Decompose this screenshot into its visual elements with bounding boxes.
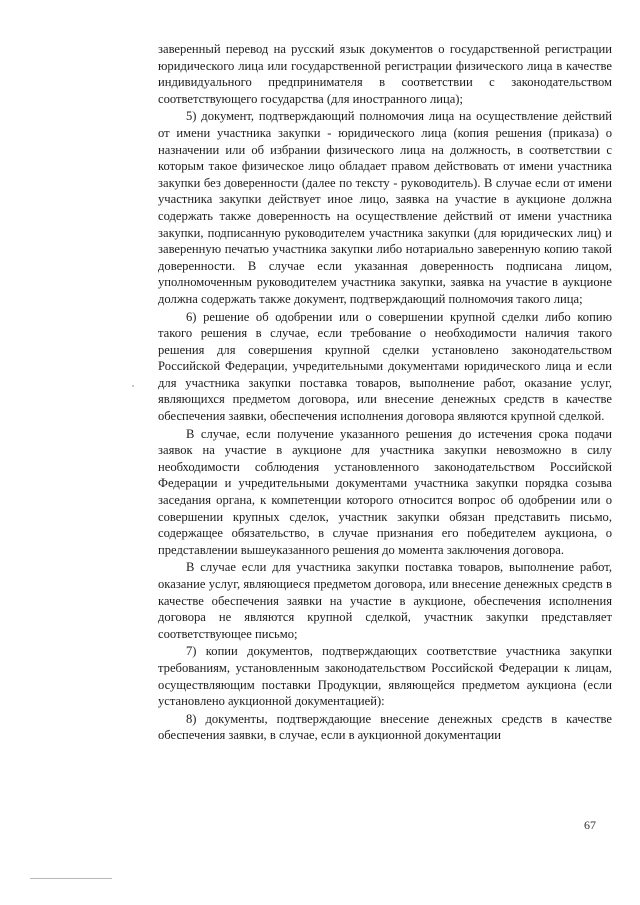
scan-speck	[132, 385, 134, 387]
paragraph-item-5: 5) документ, подтверждающий полномочия лица на осуществление действий от имени участника закупки - юридического лица (копия решения (приказа) о назначении или об избрании физического лица на должность, в соответствии с которым такое физическое лицо обладает правом действовать от имени участника закупки без доверенности (далее по тексту - руководитель). В случае если от имени участника закупки действует иное лицо, заявка на участие в аукционе должна содержать также доверенность на осуществление действий от имени участника закупки, подписанную руководителем участника закупки (для юридических лиц) и заверенную печатью участника закупки либо нотариально заверенную копию такой доверенности. В случае если указанная доверенность подписана лицом, уполномоченным руководителем участника закупки, заявка на участие в аукционе должна содержать также документ, подтверждающий полномочия такого лица;	[158, 109, 612, 306]
paragraph-case-1: В случае, если получение указанного решения до истечения срока подачи заявок на участие в аукционе для участника закупки невозможно в силу необходимости соблюдения установленного законодательством Российской Федерации и учредительными документами участника закупки порядка созыва заседания органа, к компетенции которого относится вопрос об одобрении или о совершении крупных сделок, участник закупки обязан представить письмо, содержащее обязательство, в случае признания его победителем аукциона, о представлении вышеуказанного решения до момента заключения договора.	[158, 426, 612, 557]
paragraph-item-6: 6) решение об одобрении или о совершении крупной сделки либо копию такого решения в случае, если требование о необходимости наличия такого решения для совершения крупной сделки установлено законодательством Российской Федерации, учредительными документами юридического лица и если для участника закупки поставка товаров, выполнение работ, оказание услуг, являющихся предметом договора, или внесение денежных средств в качестве обеспечения заявки, обеспечения исполнения договора являются крупной сделкой.	[158, 309, 612, 424]
paragraph-case-2: В случае если для участника закупки поставка товаров, выполнение работ, оказание услуг, являющиеся предметом договора, или внесение денежных средств в качестве обеспечения заявки на участие в аукционе, обеспечения исполнения договора не являются крупной сделкой, участник закупки представляет соответствующее письмо;	[158, 560, 612, 641]
paragraph-continuation: заверенный перевод на русский язык документов о государственной регистрации юридического лица или государственной регистрации физического лица в качестве индивидуального предпринимателя в соответствии с законодательством соответствующего государства (для иностранного лица);	[158, 42, 612, 106]
paragraph-item-8: 8) документы, подтверждающие внесение денежных средств в качестве обеспечения заявки, в случае, если в аукционной документации	[158, 711, 612, 743]
scan-mark	[30, 878, 112, 879]
document-body	[158, 41, 612, 745]
page-number: 67	[584, 818, 596, 832]
paragraph-item-7: 7) копии документов, подтверждающих соответствие участника закупки требованиям, установленным законодательством Российской Федерации к лицам, осуществляющим поставки Продукции, являющейся предметом аукциона (если установлено аукционной документацией):	[158, 644, 612, 709]
